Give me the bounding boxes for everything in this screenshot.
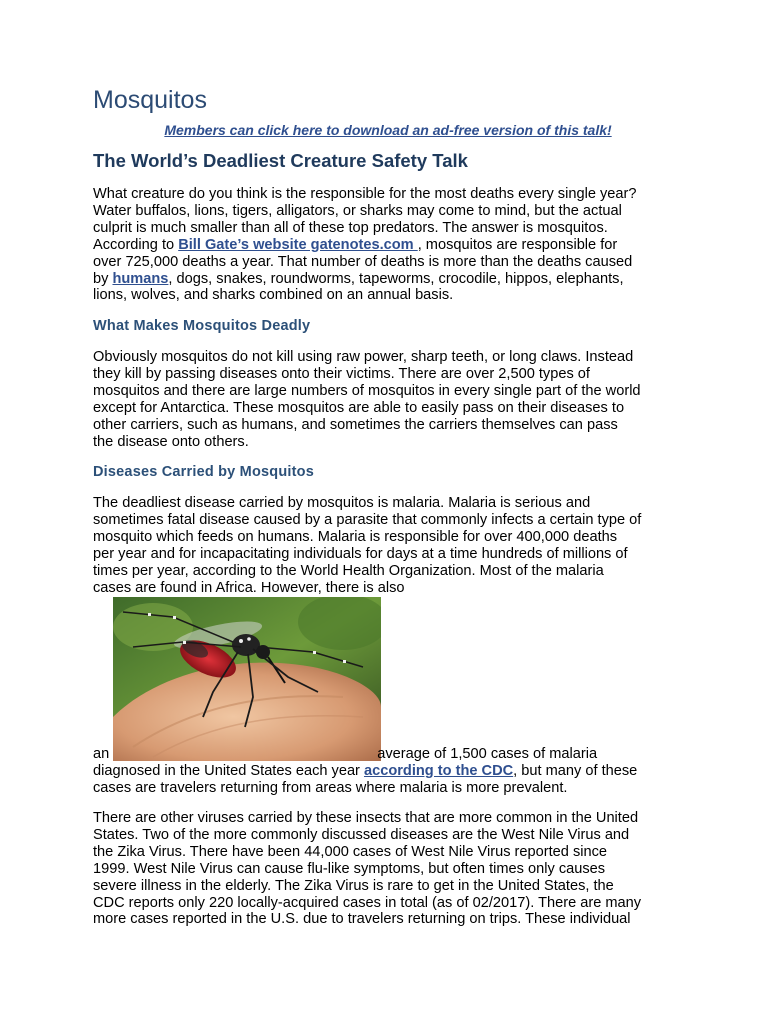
gatenotes-link[interactable]: Bill Gate’s website gatenotes.com: [178, 236, 418, 253]
text-span: According to: [93, 236, 179, 253]
paragraph-line: more cases reported in the U.S. due to travelers returning on trips. These individual: [93, 911, 631, 928]
text-span: diagnosed in the United States each year: [93, 762, 364, 779]
deadly-paragraph: [93, 349, 683, 450]
paragraph-line: [93, 763, 683, 780]
intro-line: culprit is much smaller than all of these top predators. The answer is mosquitos.: [93, 219, 608, 236]
paragraph-line: Obviously mosquitos do not kill using raw power, sharp teeth, or long claws. Instead: [93, 349, 634, 365]
mosquito-photo-icon: [113, 597, 381, 761]
text-span: by: [93, 270, 113, 287]
text-span: , but many of these: [513, 762, 638, 779]
paragraph-line: [93, 746, 683, 763]
paragraph-line: times per year, according to the World Health Organization. Most of the malaria: [93, 562, 604, 579]
paragraph-line: per year and for incapacitating individuals for days at a time hundreds of millions of: [93, 545, 628, 562]
paragraph-line: they kill by passing diseases onto their victims. There are over 2,500 types of: [93, 365, 590, 382]
members-download-link[interactable]: Members can click here to download an ad-free version of this talk!: [164, 122, 612, 138]
page-title: Mosquitos: [93, 86, 207, 114]
paragraph-line: The deadliest disease carried by mosquitos is malaria. Malaria is serious and: [93, 495, 591, 511]
intro-paragraph: [93, 186, 683, 304]
intro-line: Water buffalos, lions, tigers, alligators, or sharks may come to mind, but the actual: [93, 202, 622, 219]
diseases-paragraph: [93, 495, 683, 596]
section-heading-deadly: What Makes Mosquitos Deadly: [93, 318, 311, 334]
viruses-paragraph: [93, 810, 683, 928]
section-heading-diseases: Diseases Carried by Mosquitos: [93, 464, 314, 480]
paragraph-line: States. Two of the more commonly discussed diseases are the West Nile Virus and: [93, 826, 630, 843]
paragraph-line: cases are travelers returning from areas where malaria is more prevalent.: [93, 779, 568, 796]
text-span: an: [93, 746, 110, 762]
paragraph-line: other carriers, such as humans, and sometimes the carriers themselves can pass: [93, 416, 618, 433]
humans-link[interactable]: humans: [112, 270, 169, 287]
intro-line: [93, 237, 683, 254]
intro-line: lions, wolves, and sharks combined on an annual basis.: [93, 287, 454, 304]
paragraph-line: mosquito which feeds on humans. Malaria is responsible for over 400,000 deaths: [93, 528, 618, 545]
paragraph-line: severe illness in the elderly. The Zika Virus is rare to get in the United States, the: [93, 877, 614, 894]
text-span: , mosquitos are responsible for: [417, 236, 618, 253]
text-span: average of 1,500 cases of malaria: [377, 746, 598, 762]
cdc-link[interactable]: according to the CDC: [363, 762, 514, 779]
malaria-us-paragraph: [93, 746, 683, 797]
paragraph-line: There are other viruses carried by these insects that are more common in the United: [93, 810, 639, 826]
text-span: , dogs, snakes, roundworms, tapeworms, crocodile, hippos, elephants,: [168, 270, 624, 287]
paragraph-line: the Zika Virus. There have been 44,000 cases of West Nile Virus reported since: [93, 843, 608, 860]
intro-line: over 725,000 deaths a year. That number of deaths is more than the deaths caused: [93, 253, 633, 270]
mosquito-photo: [113, 597, 381, 761]
paragraph-line: mosquitos and there are large numbers of mosquitos in every single part of the world: [93, 382, 641, 399]
paragraph-line: the disease onto others.: [93, 433, 249, 450]
intro-line: What creature do you think is the responsible for the most deaths every single year?: [93, 186, 637, 202]
paragraph-line: except for Antarctica. These mosquitos are able to easily pass on their diseases to: [93, 399, 625, 416]
paragraph-line: CDC reports only 220 locally-acquired cases in total (as of 02/2017). There are many: [93, 894, 642, 911]
paragraph-line: 1999. West Nile Virus can cause flu-like symptoms, but often times only causes: [93, 860, 606, 877]
intro-line: [93, 271, 683, 288]
paragraph-line: sometimes fatal disease caused by a parasite that commonly infects a certain type of: [93, 511, 642, 528]
main-heading: The World’s Deadliest Creature Safety Talk: [93, 150, 468, 171]
paragraph-line: cases are found in Africa. However, there is also: [93, 579, 405, 596]
